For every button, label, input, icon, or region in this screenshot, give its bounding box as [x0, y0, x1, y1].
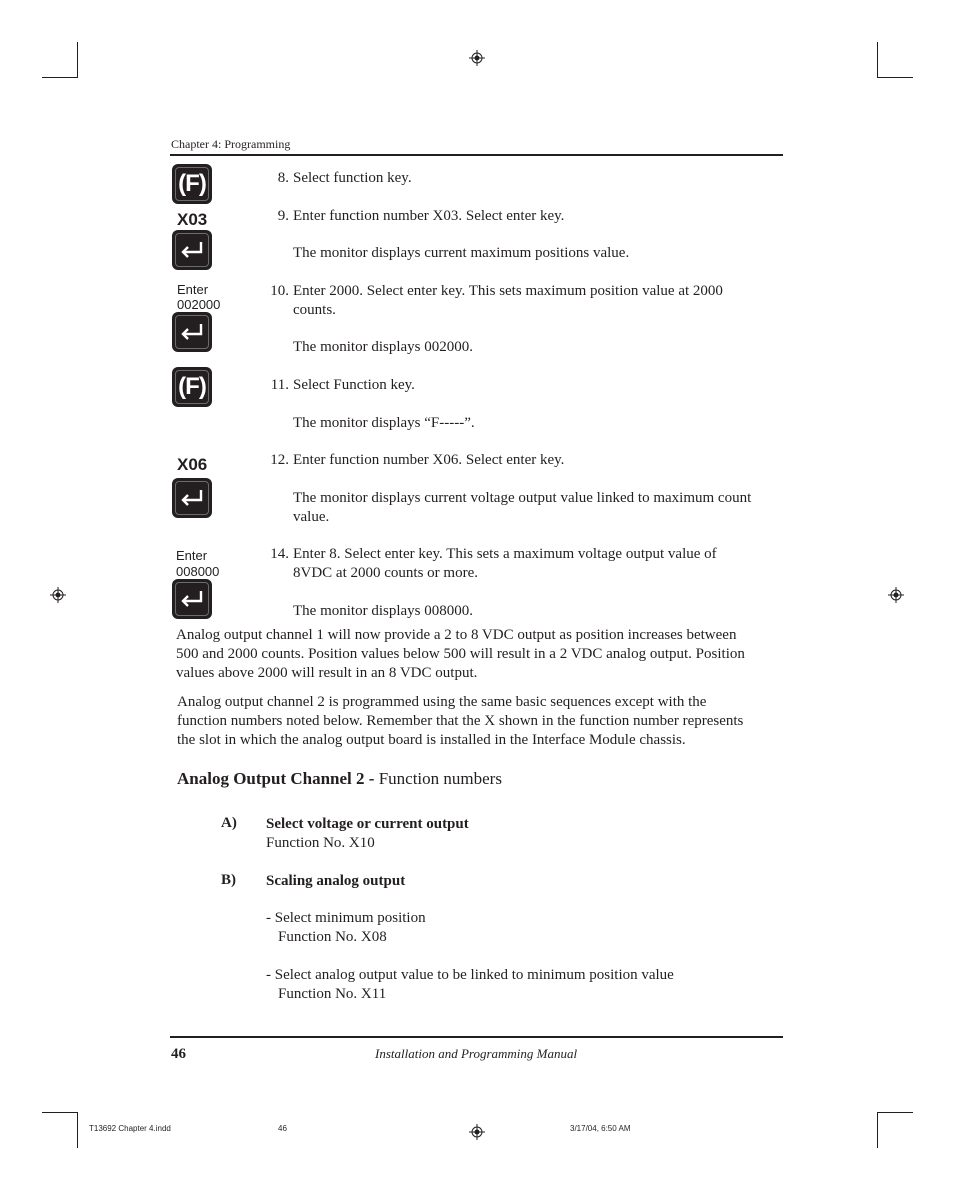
step-text: Enter function number X06. Select enter key.	[293, 452, 565, 468]
list-item-sub: Function No. X11	[278, 986, 387, 1002]
step-number: 10.	[270, 283, 289, 299]
paragraph-line: the slot in which the analog output board is installed in the Interface Module chassis.	[177, 732, 686, 748]
crop-mark	[877, 1112, 913, 1113]
slug-date: 3/17/04, 6:50 AM	[570, 1124, 631, 1133]
slug-page: 46	[278, 1124, 287, 1133]
list-item-sub: Function No. X10	[266, 835, 375, 851]
function-key-label: (F)	[178, 373, 206, 400]
step-text-line: counts.	[293, 302, 336, 318]
step-number: 11.	[270, 377, 289, 393]
step-text-line: 8VDC at 2000 counts or more.	[293, 565, 478, 581]
header-rule	[170, 154, 783, 156]
registration-mark-icon	[469, 50, 485, 66]
slug-file: T13692 Chapter 4.indd	[89, 1124, 171, 1133]
page-number: 46	[171, 1046, 186, 1062]
function-key-icon	[172, 367, 212, 407]
list-item-sub: - Select analog output value to be linked to minimum position value	[266, 967, 674, 983]
function-number-x03: X03	[177, 210, 208, 229]
function-key-label: (F)	[178, 170, 206, 197]
paragraph-line: Analog output channel 2 is programmed using the same basic sequences except with the	[177, 694, 707, 710]
step-number: 8.	[277, 170, 289, 186]
manual-title: Installation and Programming Manual	[375, 1046, 578, 1061]
section-heading-bold: Analog Output Channel 2 -	[177, 769, 375, 788]
step-note: The monitor displays 002000.	[293, 339, 473, 355]
running-header: Chapter 4: Programming	[171, 137, 291, 151]
crop-mark	[877, 77, 913, 78]
step-number: 9.	[277, 208, 289, 224]
list-item-heading: Scaling analog output	[266, 873, 406, 889]
step-number: 12.	[270, 452, 289, 468]
step-text: Enter function number X03. Select enter key.	[293, 208, 565, 224]
paragraph-line: 500 and 2000 counts. Position values below 500 will result in a 2 VDC analog output. Position	[176, 646, 745, 662]
step-note-line: The monitor displays current voltage output value linked to maximum count	[293, 490, 752, 506]
registration-mark-icon	[469, 1124, 485, 1140]
crop-mark	[877, 1112, 878, 1148]
step-note: The monitor displays 008000.	[293, 603, 473, 619]
step-text: Select function key.	[293, 170, 412, 186]
crop-mark	[77, 42, 78, 78]
section-heading	[177, 769, 502, 789]
registration-mark-icon	[50, 587, 66, 603]
function-number-x06: X06	[177, 455, 208, 474]
step-note: The monitor displays “F-----”.	[293, 415, 475, 431]
registration-mark-icon	[888, 587, 904, 603]
step-text-line: Enter 8. Select enter key. This sets a maximum voltage output value of	[293, 546, 717, 562]
list-item-sub: Function No. X08	[278, 929, 387, 945]
enter-label: Enter	[176, 548, 208, 563]
crop-mark	[77, 1112, 78, 1148]
step-note: The monitor displays current maximum positions value.	[293, 245, 630, 261]
paragraph-line: values above 2000 will result in an 8 VDC output.	[176, 665, 478, 681]
enter-key-icon	[172, 312, 212, 352]
enter-label: Enter	[177, 282, 209, 297]
step-note-line: value.	[293, 509, 330, 525]
list-item-heading: Select voltage or current output	[266, 816, 469, 832]
list-item-sub: - Select minimum position	[266, 910, 426, 926]
step-number: 14.	[270, 546, 289, 562]
enter-value: 008000	[176, 564, 220, 579]
enter-key-icon	[172, 579, 212, 619]
step-text: Select Function key.	[293, 377, 415, 393]
list-letter: B)	[221, 872, 236, 888]
section-heading-rest: Function numbers	[374, 769, 502, 788]
footer-rule	[170, 1036, 783, 1038]
crop-mark	[877, 42, 878, 78]
step-text-line: Enter 2000. Select enter key. This sets maximum position value at 2000	[293, 283, 723, 299]
function-key-icon	[172, 164, 212, 204]
enter-value: 002000	[177, 297, 221, 312]
crop-mark	[42, 77, 78, 78]
paragraph-line: function numbers noted below. Remember that the X shown in the function number represents	[177, 713, 744, 729]
enter-key-icon	[172, 478, 212, 518]
paragraph-line: Analog output channel 1 will now provide a 2 to 8 VDC output as position increases between	[176, 627, 737, 643]
list-letter: A)	[221, 815, 237, 831]
crop-mark	[42, 1112, 78, 1113]
enter-key-icon	[172, 230, 212, 270]
